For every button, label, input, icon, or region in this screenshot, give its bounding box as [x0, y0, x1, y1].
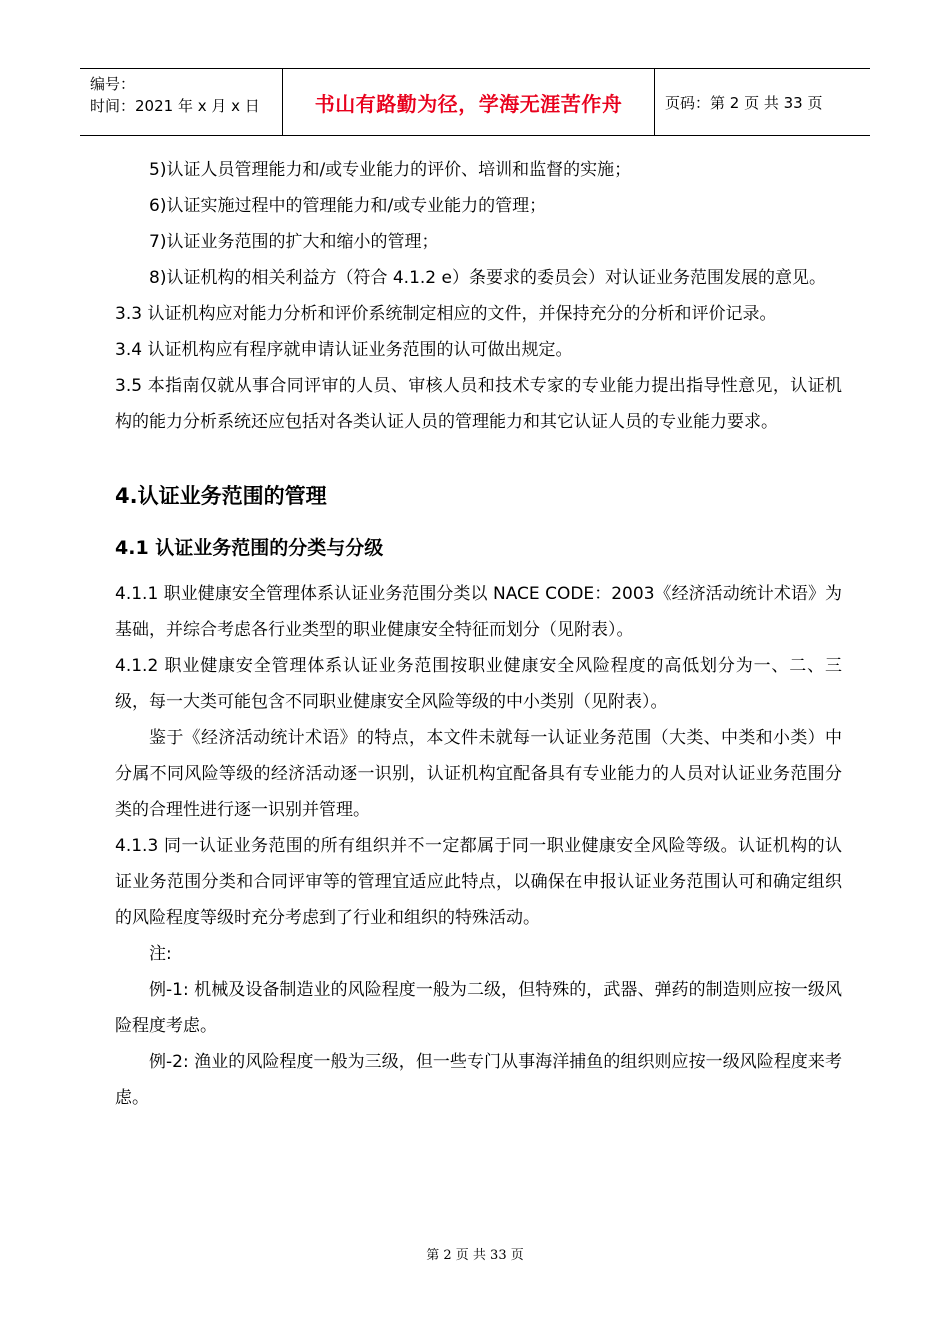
list-item: 6)认证实施过程中的管理能力和/或专业能力的管理； [149, 196, 547, 216]
list-item: 5)认证人员管理能力和/或专业能力的评价、培训和监督的实施； [149, 160, 632, 180]
clause-4-1-3: 4.1.3 同一认证业务范围的所有组织并不一定都属于同一职业健康安全风险等级。认证机构的认证业务范围分类和合同评审等的管理宜适应此特点，以确保在申报认证业务范围认可和确定组织的风险程度等级时充分考虑到了行业和组织的特殊活动。 [115, 836, 842, 928]
clause-note-paragraph: 鉴于《经济活动统计术语》的特点，本文件未就每一认证业务范围（大类、中类和小类）中分属不同风险等级的经济活动逐一识别，认证机构宜配备具有专业能力的人员对认证业务范围分类的合理性进行逐一识别并管理。 [115, 728, 842, 820]
header-page-info: 页码：第 2 页 共 33 页 [665, 93, 823, 112]
document-body [115, 152, 842, 1116]
example-1: 例-1: 机械及设备制造业的风险程度一般为二级，但特殊的，武器、弹药的制造则应按一级风险程度考虑。 [115, 980, 842, 1036]
clause-3-3: 3.3 认证机构应对能力分析和评价系统制定相应的文件，并保持充分的分析和评价记录。 [115, 304, 777, 324]
example-2: 例-2: 渔业的风险程度一般为三级，但一些专门从事海洋捕鱼的组织则应按一级风险程度来考虑。 [115, 1052, 842, 1108]
clause-3-4: 3.4 认证机构应有程序就申请认证业务范围的认可做出规定。 [115, 340, 573, 360]
list-item: 7)认证业务范围的扩大和缩小的管理； [149, 232, 439, 252]
note-label: 注: [149, 944, 172, 964]
document-date: 时间：2021 年 x 月 x 日 [90, 97, 260, 115]
subsection-heading: 4.1 认证业务范围的分类与分级 [115, 537, 384, 559]
page-header [80, 68, 870, 136]
document-number-label: 编号： [90, 75, 136, 93]
header-info [80, 69, 283, 135]
list-item: 8)认证机构的相关利益方（符合 4.1.2 e）条要求的委员会）对认证业务范围发展的意见。 [149, 268, 826, 288]
clause-3-5: 3.5 本指南仅就从事合同评审的人员、审核人员和技术专家的专业能力提出指导性意见，认证机构的能力分析系统还应包括对各类认证人员的管理能力和其它认证人员的专业能力要求。 [115, 376, 842, 432]
clause-4-1-2: 4.1.2 职业健康安全管理体系认证业务范围按职业健康安全风险程度的高低划分为一、二、三级，每一大类可能包含不同职业健康安全风险等级的中小类别（见附表）。 [115, 656, 842, 712]
clause-4-1-1: 4.1.1 职业健康安全管理体系认证业务范围分类以 NACE CODE：2003《经济活动统计术语》为基础，并综合考虑各行业类型的职业健康安全特征而划分（见附表）。 [115, 584, 842, 640]
section-heading: 4.认证业务范围的管理 [115, 484, 327, 508]
page-footer: 第 2 页 共 33 页 [426, 1248, 524, 1263]
header-motto: 书山有路勤为径，学海无涯苦作舟 [283, 69, 655, 135]
